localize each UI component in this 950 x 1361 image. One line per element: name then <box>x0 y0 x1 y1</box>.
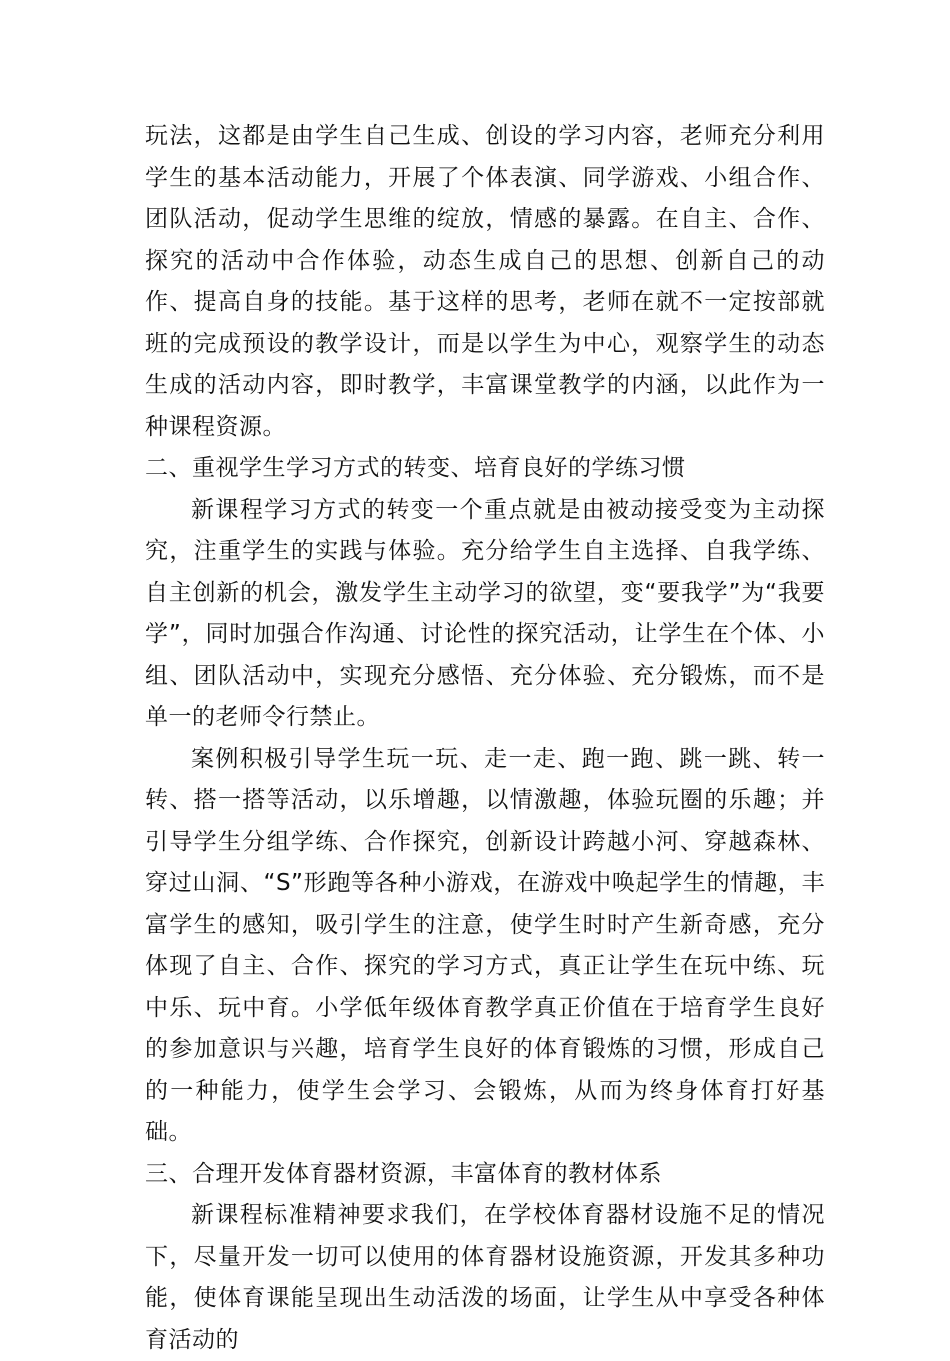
section-heading-two: 二、重视学生学习方式的转变、培育良好的学练习惯 <box>145 455 686 481</box>
paragraph-learning-methods: 新课程学习方式的转变一个重点就是由被动接受变为主动探究，注重学生的实践与体验。充分给学生自主选择、自我学练、自主创新的机会，激发学生主动学习的欲望，变“要我学”为“我要学”，同时加强合作沟通、讨论性的探究活动，让学生在个体、小组、团队活动中，实现充分感悟、充分体验、充分锻炼，而不是单一的老师令行禁止。 <box>145 496 825 730</box>
paragraph-case-example: 案例积极引导学生玩一玩、走一走、跑一跑、跳一跳、转一转、搭一搭等活动，以乐增趣，以情激趣，体验玩圈的乐趣；并引导学生分组学练、合作探究，创新设计跨越小河、穿越森林、穿过山洞、“S”形跑等各种小游戏，在游戏中唤起学生的情趣，丰富学生的感知，吸引学生的注意，使学生时时产生新奇感，充分体现了自主、合作、探究的学习方式，真正让学生在玩中练、玩中乐、玩中育。小学低年级体育教学真正价值在于培育学生良好的参加意识与兴趣，培育学生良好的体育锻炼的习惯，形成自己的一种能力，使学生会学习、会锻炼，从而为终身体育打好基础。 <box>145 745 825 1145</box>
paragraph-continuation: 玩法，这都是由学生自己生成、创设的学习内容，老师充分利用学生的基本活动能力，开展了个体表演、同学游戏、小组合作、团队活动，促动学生思维的绽放，情感的暴露。在自主、合作、探究的活动中合作体验，动态生成自己的思想、创新自己的动作、提高自身的技能。基于这样的思考，老师在就不一定按部就班的完成预设的教学设计，而是以学生为中心，观察学生的动态生成的活动内容，即时教学，丰富课堂教学的内涵，以此作为一种课程资源。 <box>145 123 825 440</box>
paragraph-equipment-resources: 新课程标准精神要求我们，在学校体育器材设施不足的情况下，尽量开发一切可以使用的体育器材设施资源，开发其多种功能，使体育课能呈现出生动活泼的场面，让学生从中享受各种体育活动的 <box>145 1202 825 1353</box>
section-heading-three: 三、合理开发体育器材资源，丰富体育的教材体系 <box>145 1160 662 1187</box>
document-body <box>145 116 825 1361</box>
